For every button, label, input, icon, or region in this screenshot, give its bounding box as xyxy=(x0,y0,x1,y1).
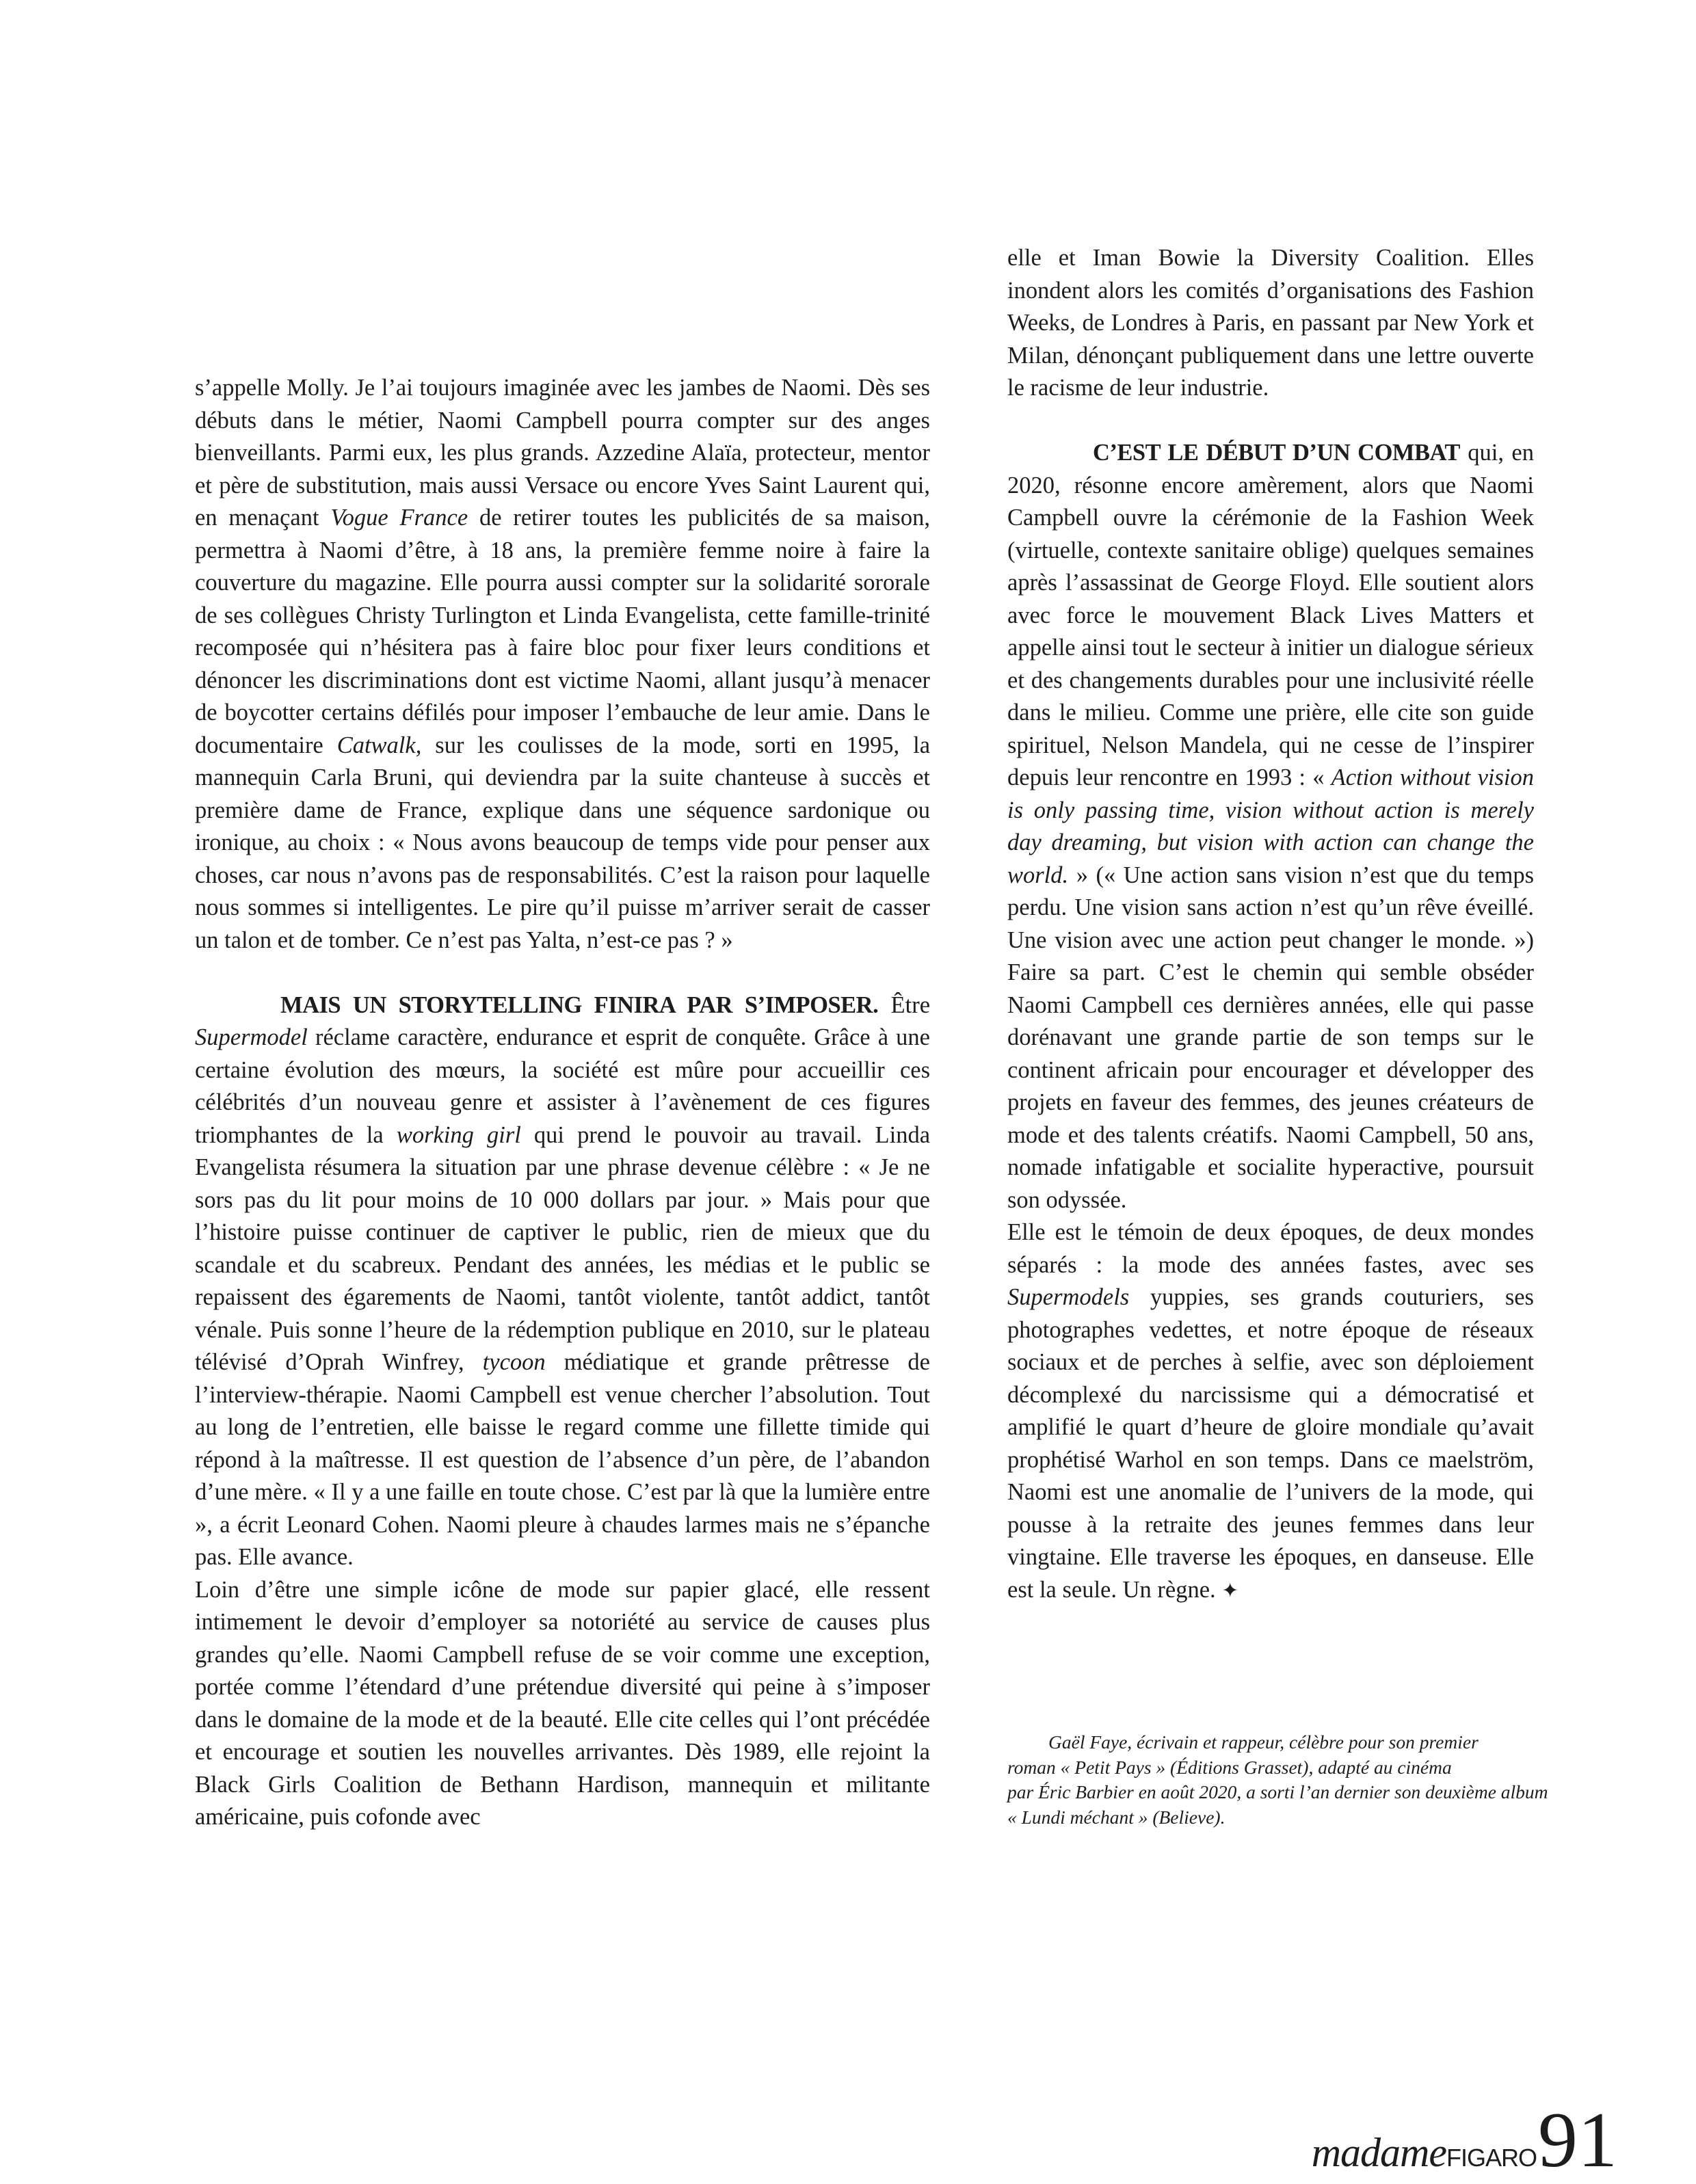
article-column-left xyxy=(195,372,930,1834)
text-segment: MAIS UN STORYTELLING FINIRA PAR S’IMPOSER. xyxy=(280,991,879,1018)
text-segment: tycoon xyxy=(482,1349,546,1375)
body-paragraph xyxy=(1007,437,1534,1216)
credit-line: Gaël Faye, écrivain et rappeur, célèbre pour son premier xyxy=(1048,1731,1479,1753)
credit-line: « Lundi méchant » (Believe). xyxy=(1007,1806,1225,1828)
text-segment: Catwalk, xyxy=(336,732,422,758)
body-paragraph xyxy=(195,989,930,1574)
end-of-article-star-icon: ✦ xyxy=(1221,1579,1239,1602)
credit-line: par Éric Barbier en août 2020, a sorti l’an dernier son deuxième album xyxy=(1007,1781,1548,1802)
text-segment: qui, en 2020, résonne encore amèrement, alors que Naomi Campbell ouvre la cérémonie de la Fashion Week (virtuelle, contexte sanitaire oblige) quelques semaines après l’assassinat de George Floyd. Elle soutient alors avec force le mouvement Black Lives Matters et appelle ainsi tout le secteur à initier un dialogue sérieux et des changements durables pour une inclusivité réelle dans le milieu. Comme une prière, elle cite son guide spirituel, Nelson Mandela, qui ne cesse de l’inspirer depuis leur rencontre en 1993 : « xyxy=(1007,440,1534,790)
magazine-brand-madame: madame xyxy=(1311,2130,1446,2175)
text-segment: médiatique et grande prêtresse de l’interview-thérapie. Naomi Campbell est venue chercher l’absolution. Tout au long de l’entretien, elle baisse le regard comme une fillette timide qui répond à la maîtresse. Il est question de l’absence d’un père, de l’abandon d’une mère. « Il y a une faille en toute chose. C’est par là que la lumière entre », a écrit Leonard Cohen. Naomi pleure à chaudes larmes mais ne s’épanche pas. Elle avance. xyxy=(195,1349,930,1570)
text-segment: yuppies, ses grands couturiers, ses photographes vedettes, et notre époque de réseaux sociaux et de perches à selfie, avec son déploiement décomplexé du narcissisme qui a démocratisé et amplifié le quart d’heure de gloire mondiale qu’avait prophétisé Warhol en son temps. Dans ce maelström, Naomi est une anomalie de l’univers de la mode, qui pousse à la retraite des jeunes femmes dans leur vingtaine. Elle traverse les époques, en danseuse. Elle est la seule. Un règne. xyxy=(1007,1284,1534,1603)
author-credit xyxy=(1007,1730,1554,1830)
body-paragraph xyxy=(1007,1216,1534,1607)
text-segment: elle et Iman Bowie la Diversity Coalition. Elles inondent alors les comités d’organisations des Fashion Weeks, de Londres à Paris, en passant par New York et Milan, dénonçant publiquement dans une lettre ouverte le racisme de leur industrie. xyxy=(1007,245,1534,401)
text-segment: de retirer toutes les publicités de sa maison, permettra à Naomi d’être, à 18 ans, la première femme noire à faire la couverture du magazine. Elle pourra aussi compter sur la solidarité sororale de ses collègues Christy Turlington et Linda Evangelista, cette famille-trinité recomposée qui n’hésitera pas à faire bloc pour fixer leurs conditions et dénoncer les discriminations dont est victime Naomi, allant jusqu’à menacer de boycotter certains défilés pour imposer l’embauche de leur amie. Dans le documentaire xyxy=(195,505,930,758)
text-segment: s’appelle Molly. Je l’ai toujours imaginée avec les jambes de Naomi. Dès ses débuts dans le métier, Naomi Campbell pourra compter sur des anges bienveillants. Parmi eux, les plus grands. Azzedine Alaïa, protecteur, mentor et père de substitution, mais aussi Versace ou encore Yves Saint Laurent qui, en menaçant xyxy=(195,375,930,531)
text-segment: Être xyxy=(878,991,931,1018)
text-segment: sur les coulisses de la mode, sorti en 1995, la mannequin Carla Bruni, qui deviendra par la suite chanteuse à succès et première dame de France, explique dans une séquence sardonique ou ironique, au choix : « Nous avons beaucoup de temps vide pour penser aux choses, car nous n’avons pas de responsabilités. C’est la raison pour laquelle nous sommes si intelligentes. Le pire qu’il puisse m’arriver serait de casser un talon et de tomber. Ce n’est pas Yalta, n’est-ce pas ? » xyxy=(195,732,931,953)
body-paragraph xyxy=(1007,242,1534,405)
text-segment: réclame caractère, endurance et esprit de conquête. Grâce à une certaine évolution des mœurs, la société est mûre pour accueillir ces célébrités d’un nouveau genre et assister à l’avènement de ces figures triomphantes de la xyxy=(195,1024,930,1148)
text-segment: Vogue France xyxy=(330,505,468,531)
text-segment: » (« Une action sans vision n’est que du temps perdu. Une vision sans action n’est qu’un rêve éveillé. Une vision avec une action peut changer le monde. ») Faire sa part. C’est le chemin qui semble obséder Naomi Campbell ces dernières années, elle qui passe dorénavant une grande partie de son temps sur le continent africain pour encourager et développer des projets en faveur des femmes, des jeunes créateurs de mode et des talents créatifs. Naomi Campbell, 50 ans, nomade infatigable et socialite hyperactive, poursuit son odyssée. xyxy=(1007,862,1534,1213)
page-footer xyxy=(1311,2096,1617,2184)
text-segment: qui prend le pouvoir au travail. Linda Evangelista résumera la situation par une phrase devenue célèbre : « Je ne sors pas du lit pour moins de 10 000 dollars par jour. » Mais pour que l’histoire puisse continuer de captiver le public, rien de mieux que du scandale et du scabreux. Pendant des années, les médias et le public se repaissent des égarements de Naomi, tantôt violente, tantôt addict, tantôt vénale. Puis sonne l’heure de la rédemption publique en 2010, sur le plateau télévisé d’Oprah Winfrey, xyxy=(195,1121,931,1375)
text-segment: Action without vision is only passing time, vision without action is merely day dreaming, but vision with action can change the world. xyxy=(1007,764,1534,888)
text-segment: Supermodels xyxy=(1007,1284,1130,1310)
credit-line: roman « Petit Pays » (Éditions Grasset), adapté au cinéma xyxy=(1007,1756,1452,1778)
body-paragraph xyxy=(195,372,930,957)
text-segment: Supermodel xyxy=(195,1024,308,1050)
page-number: 91 xyxy=(1538,2096,1617,2184)
text-segment: C’EST LE DÉBUT D’UN COMBAT xyxy=(1093,440,1460,466)
text-segment: Loin d’être une simple icône de mode sur papier glacé, elle ressent intimement le devoir d’employer sa notoriété au service de causes plus grandes qu’elle. Naomi Campbell refuse de se voir comme une exception, portée comme l’étendard d’une prétendue diversité qui peine à s’imposer dans le domaine de la mode et de la beauté. Elle cite celles qui l’ont précédée et encourage et soutien les nouvelles arrivantes. Dès 1989, elle rejoint la Black Girls Coalition de Bethann Hardison, mannequin et militante américaine, puis cofonde avec xyxy=(195,1576,930,1830)
article-column-right xyxy=(1007,242,1534,1607)
body-paragraph xyxy=(195,1574,930,1834)
text-segment: working girl xyxy=(396,1121,521,1148)
magazine-brand-figaro: FIGARO xyxy=(1446,2144,1537,2172)
text-segment: Elle est le témoin de deux époques, de deux mondes séparés : la mode des années fastes, avec ses xyxy=(1007,1219,1534,1278)
